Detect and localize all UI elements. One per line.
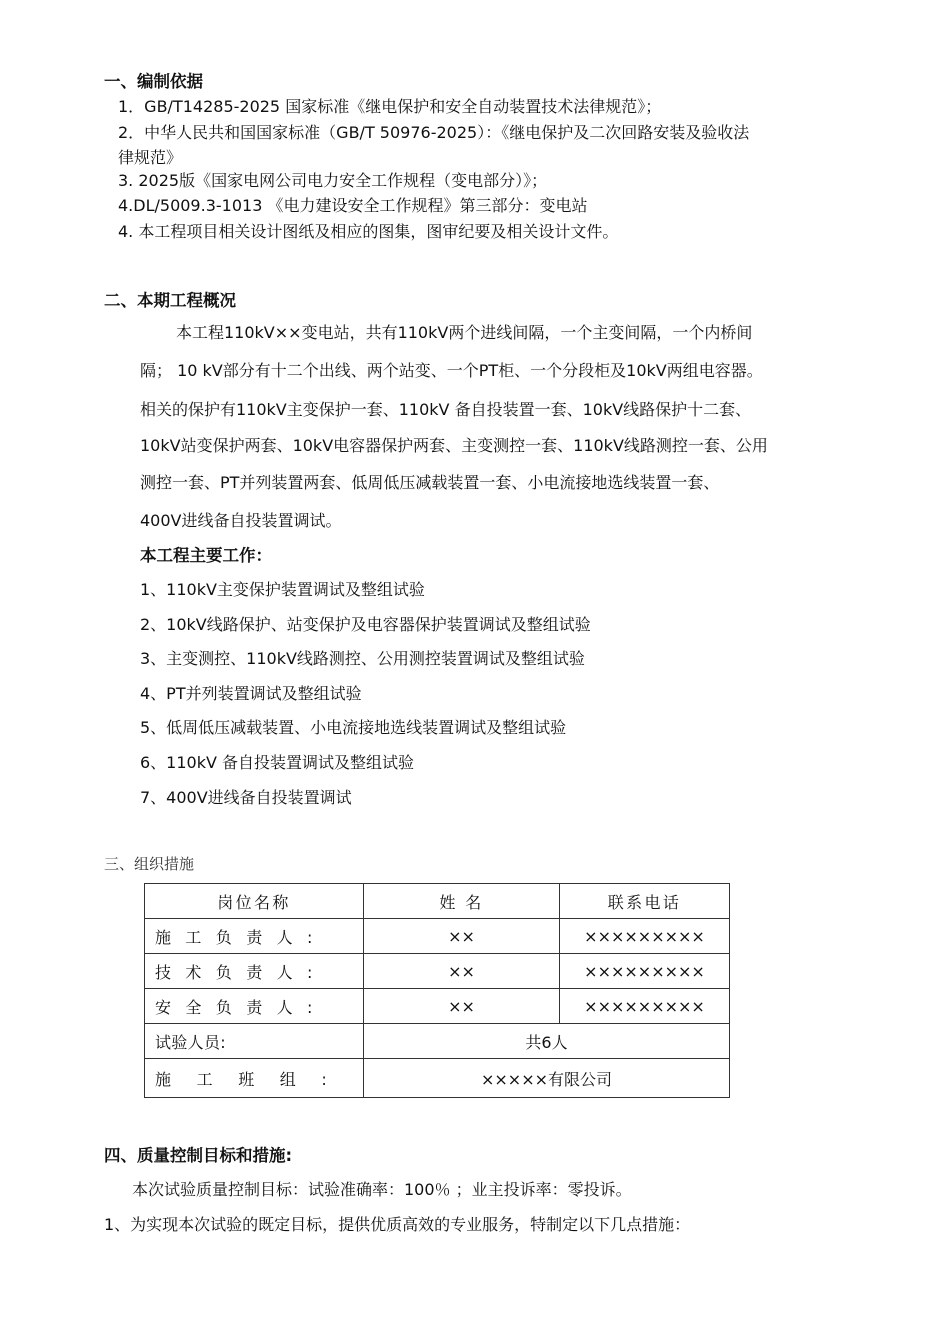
work-item-7: 7、400V进线备自投装置调试 — [140, 788, 352, 807]
overview-line-6: 400V进线备自投装置调试。 — [140, 511, 342, 530]
work-item-1: 1、110kV主变保护装置调试及整组试验 — [140, 580, 425, 599]
table-row — [145, 954, 730, 989]
quality-target: 本次试验质量控制目标：试验准确率：100％ ；业主投诉率：零投诉。 — [132, 1180, 632, 1199]
table-header-row — [145, 884, 730, 919]
quality-measure: 1、为实现本次试验的既定目标，提供优质高效的专业服务，特制定以下几点措施： — [104, 1215, 691, 1234]
team-label: 施工班组: — [145, 1059, 364, 1098]
section3-heading: 三、组织措施 — [104, 855, 195, 873]
work-item-2: 2、10kV线路保护、站变保护及电容器保护装置调试及整组试验 — [140, 615, 591, 634]
work-item-3: 3、主变测控、110kV线路测控、公用测控装置调试及整组试验 — [140, 649, 585, 668]
staff-label: 试验人员: — [145, 1024, 364, 1059]
table-row — [145, 919, 730, 954]
role-cell: 施工负责人: — [145, 919, 364, 954]
team-value: ×××××有限公司 — [364, 1059, 730, 1098]
team-row — [145, 1059, 730, 1098]
overview-line-1: 本工程110kV××变电站，共有110kV两个进线间隔，一个主变间隔，一个内桥间 — [176, 323, 753, 342]
overview-line-4: 10kV站变保护两套、10kV电容器保护两套、主变测控一套、110kV线路测控一套、公用 — [140, 436, 768, 455]
name-cell: ×× — [364, 989, 560, 1024]
section1-item-3: 3. 2025版《国家电网公司电力安全工作规程（变电部分）》； — [118, 171, 548, 190]
section1-item-2: 2．中华人民共和国国家标准（GB/T 50976-2025）：《继电保护及二次回路安装及验收法 — [118, 123, 750, 142]
header-phone: 联系电话 — [560, 884, 730, 919]
phone-cell: ××××××××× — [560, 919, 730, 954]
work-item-6: 6、110kV 备自投装置调试及整组试验 — [140, 753, 415, 772]
section1-item-2-cont: 律规范》 — [118, 148, 183, 167]
phone-cell: ××××××××× — [560, 989, 730, 1024]
phone-cell: ××××××××× — [560, 954, 730, 989]
overview-line-5: 测控一套、PT并列装置两套、低周低压减载装置一套、小电流接地选线装置一套、 — [140, 473, 720, 492]
staff-row — [145, 1024, 730, 1059]
overview-line-3: 相关的保护有110kV主变保护一套、110kV 备自投装置一套、10kV线路保护十二套、 — [140, 400, 752, 419]
main-work-heading: 本工程主要工作： — [140, 546, 272, 565]
overview-line-2: 隔； 10 kV部分有十二个出线、两个站变、一个PT柜、一个分段柜及10kV两组电容器。 — [140, 361, 763, 380]
section1-item-1: 1．GB/T14285-2025 国家标准《继电保护和安全自动装置技术法律规范》； — [118, 97, 662, 116]
role-cell: 技术负责人: — [145, 954, 364, 989]
section1-item-5: 4. 本工程项目相关设计图纸及相应的图集，图审纪要及相关设计文件。 — [118, 222, 619, 241]
header-position: 岗位名称 — [145, 884, 364, 919]
section2-heading: 二、本期工程概况 — [104, 291, 236, 310]
work-item-4: 4、PT并列装置调试及整组试验 — [140, 684, 362, 703]
section4-heading: 四、质量控制目标和措施: — [104, 1146, 293, 1165]
organization-table — [144, 883, 730, 1098]
work-item-5: 5、低周低压减载装置、小电流接地选线装置调试及整组试验 — [140, 718, 567, 737]
section1-heading: 一、编制依据 — [104, 72, 203, 91]
table-row — [145, 989, 730, 1024]
name-cell: ×× — [364, 919, 560, 954]
header-name: 姓 名 — [364, 884, 560, 919]
role-cell: 安全负责人: — [145, 989, 364, 1024]
section1-item-4: 4.DL/5009.3-1013 《电力建设安全工作规程》第三部分：变电站 — [118, 196, 588, 215]
staff-value: 共6人 — [364, 1024, 730, 1059]
name-cell: ×× — [364, 954, 560, 989]
